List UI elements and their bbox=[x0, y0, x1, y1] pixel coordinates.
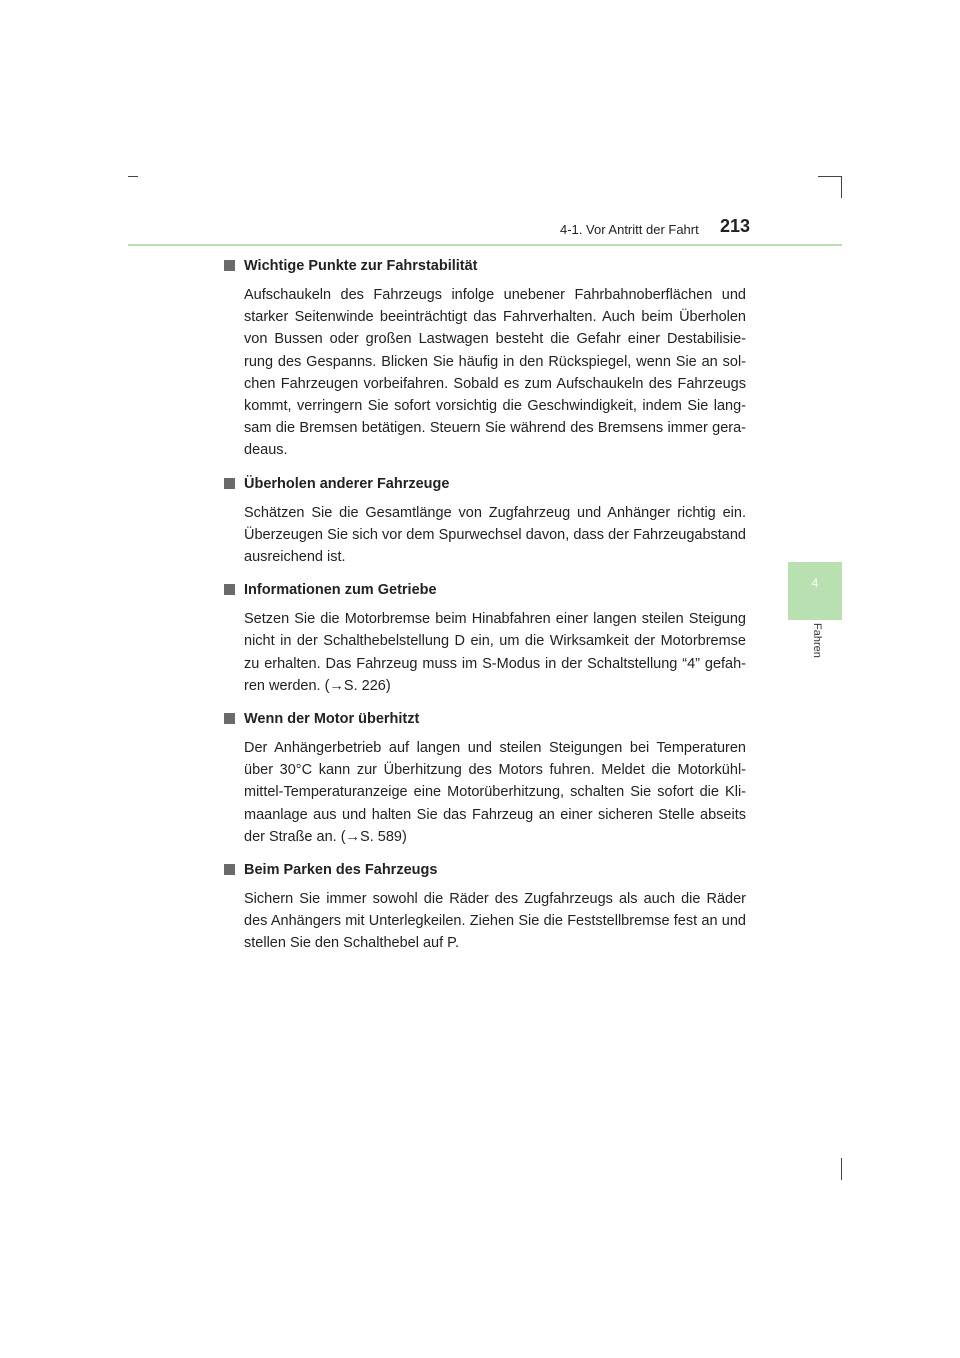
section-getriebe bbox=[224, 578, 746, 697]
section-heading bbox=[224, 254, 746, 278]
header-rule bbox=[128, 244, 842, 246]
square-bullet-icon bbox=[224, 260, 235, 271]
section-heading-text: Informationen zum Getriebe bbox=[244, 582, 437, 599]
crop-mark-top-right-h bbox=[818, 176, 842, 177]
square-bullet-icon bbox=[224, 713, 235, 724]
section-heading-text: Beim Parken des Fahrzeugs bbox=[244, 862, 438, 879]
section-body: Sichern Sie immer sowohl die Räder des Zugfahrzeugs als auch die Räder des Anhängers mit Unterlegkeilen. Ziehen Sie die Feststellbremse fest an und stellen Sie den Schalthebel auf P. bbox=[244, 891, 746, 952]
page-number: 213 bbox=[720, 216, 751, 236]
section-heading-text: Wenn der Motor überhitzt bbox=[244, 711, 420, 728]
square-bullet-icon bbox=[224, 478, 235, 489]
crop-mark-top-right-v bbox=[841, 176, 842, 198]
chapter-tab-number: 4 bbox=[811, 576, 819, 590]
page-content bbox=[224, 254, 746, 965]
crop-mark-bottom-right bbox=[841, 1158, 842, 1180]
section-body: Schätzen Sie die Gesamtlänge von Zugfahrzeug und Anhänger richtig ein. Überzeugen Sie sich vor dem Spurwechsel davon, dass der Fahrzeugabstand ausreichend ist. bbox=[244, 504, 746, 566]
section-heading bbox=[224, 707, 746, 731]
chapter-tab bbox=[788, 562, 842, 620]
section-heading bbox=[224, 472, 746, 496]
section-heading-text: Überholen anderer Fahrzeuge bbox=[244, 475, 450, 492]
crop-mark-top-left bbox=[128, 176, 138, 177]
section-motor-ueberhitzt bbox=[224, 707, 746, 848]
square-bullet-icon bbox=[224, 584, 235, 595]
section-body: Der Anhängerbetrieb auf langen und steilen Steigungen bei Temperaturen über 30°C kann zur Überhitzung des Motors fuhren. Meldet die Motorkühl-mittel-Temperaturanzeige eine Motorüberhitzung, schalten Sie sofort die Kli-maanlage aus und halten Sie das Fahrzeug an einer sicheren Stelle abseits der Straße an. (→S. 589) bbox=[244, 740, 746, 845]
section-body: Setzen Sie die Motorbremse beim Hinabfahren einer langen steilen Steigung nicht in der Schalthebelstellung D ein, um die Wirksamkeit der Motorbremse zu erhalten. Das Fahrzeug muss im S-Modus in der Schaltstellung “4” gefah-ren werden. (→S. 226) bbox=[244, 611, 746, 694]
running-header: 4-1. Vor Antritt der Fahrt bbox=[560, 222, 699, 237]
section-body: Aufschaukeln des Fahrzeugs infolge unebener Fahrbahnoberflächen und starker Seitenwinde beeinträchtigt das Fahrverhalten. Auch beim Überholen von Bussen oder großen Lastwagen besteht die Gefahr einer Destabilisie-rung des Gespanns. Blicken Sie häufig in den Rückspiegel, wenn Sie an sol-chen Fahrzeugen vorbeifahren. Sobald es zum Aufschaukeln des Fahrzeugs kommt, verringern Sie sofort vorsichtig die Geschwindigkeit, indem Sie lang-sam die Bremsen betätigen. Steuern Sie während des Bremsens immer gera-deaus. bbox=[244, 287, 746, 459]
section-ueberholen bbox=[224, 472, 746, 569]
chapter-tab-label: Fahren bbox=[811, 623, 823, 658]
section-heading bbox=[224, 858, 746, 882]
section-fahrstabilitaet bbox=[224, 254, 746, 462]
section-heading bbox=[224, 578, 746, 602]
square-bullet-icon bbox=[224, 864, 235, 875]
section-parken bbox=[224, 858, 746, 955]
section-heading-text: Wichtige Punkte zur Fahrstabilität bbox=[244, 258, 478, 274]
